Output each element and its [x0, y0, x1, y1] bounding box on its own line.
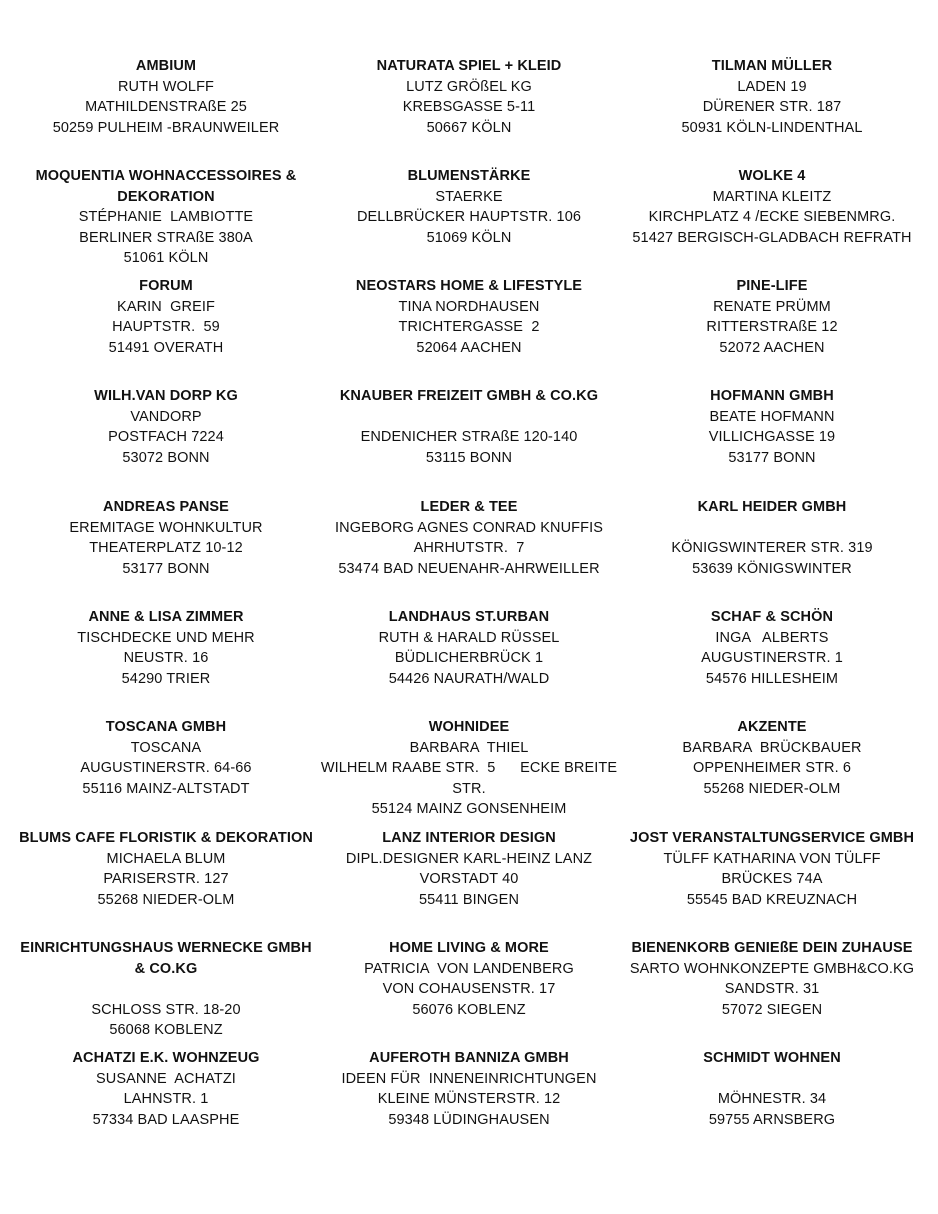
address-line: KREBSGASSE 5-11 — [402, 99, 536, 116]
address-line: HAUPTSTR. 59 — [112, 319, 220, 336]
address-entry — [16, 497, 316, 579]
business-name: FORUM — [139, 278, 193, 294]
address-entry — [16, 386, 316, 468]
business-name: KNAUBER FREIZEIT GMBH & CO.KG — [339, 388, 599, 404]
address-line: AUGUSTINERSTR. 1 — [701, 650, 843, 667]
address-entry — [622, 56, 922, 138]
address-entry — [319, 717, 622, 820]
address-line: TISCHDECKE UND MEHR — [77, 629, 255, 646]
address-line: 53177 BONN — [728, 449, 816, 466]
address-line — [16, 979, 316, 1000]
address-line: 54426 NAURATH/WALD — [388, 670, 550, 687]
address-line: 59348 LÜDINGHAUSEN — [388, 1111, 550, 1128]
business-name: ACHATZI E.K. WOHNZEUG — [72, 1050, 260, 1066]
address-line: 50259 PULHEIM -BRAUNWEILER — [52, 119, 280, 136]
address-line: INGA ALBERTS — [715, 629, 829, 646]
address-line: SCHLOSS STR. 18-20 — [91, 1001, 241, 1018]
address-line — [622, 1069, 922, 1090]
address-line: 56076 KOBLENZ — [412, 1001, 526, 1018]
address-line: BARBARA BRÜCKBAUER — [682, 739, 862, 756]
address-line: 52072 AACHEN — [719, 339, 825, 356]
address-line: RUTH WOLFF — [117, 78, 215, 95]
address-line: 54576 HILLESHEIM — [705, 670, 839, 687]
address-line: BEATE HOFMANN — [709, 408, 835, 425]
address-line: SARTO WOHNKONZEPTE GMBH&CO.KG — [629, 960, 915, 977]
address-line: AUGUSTINERSTR. 64-66 — [80, 760, 252, 777]
address-line: PATRICIA VON LANDENBERG — [364, 960, 574, 977]
address-line: 52064 AACHEN — [416, 339, 522, 356]
business-name: LEDER & TEE — [420, 499, 518, 515]
address-line: 55268 NIEDER-OLM — [97, 891, 235, 908]
address-line: MÖHNESTR. 34 — [717, 1091, 827, 1108]
address-line: 53115 BONN — [425, 449, 513, 466]
address-entry — [319, 276, 619, 358]
address-line: 53072 BONN — [122, 449, 210, 466]
address-line: 51061 KÖLN — [123, 250, 209, 267]
address-line: POSTFACH 7224 — [108, 429, 224, 446]
business-name: BLUMENSTÄRKE — [407, 168, 531, 184]
address-entry — [319, 56, 619, 138]
address-line: 51427 BERGISCH-GLADBACH REFRATH — [632, 229, 912, 246]
address-line: DÜRENER STR. 187 — [702, 99, 842, 116]
address-line: ENDENICHER STRAßE 120-140 — [360, 429, 578, 446]
address-line: TINA NORDHAUSEN — [398, 298, 540, 315]
address-line: NEUSTR. 16 — [123, 650, 209, 667]
address-line: RITTERSTRAßE 12 — [706, 319, 838, 336]
address-line: 54290 TRIER — [121, 670, 211, 687]
address-line: RENATE PRÜMM — [713, 298, 831, 315]
address-line: DIPL.DESIGNER KARL-HEINZ LANZ — [345, 850, 593, 867]
address-line: EREMITAGE WOHNKULTUR — [69, 519, 263, 536]
address-entry — [319, 497, 619, 579]
address-line: KÖNIGSWINTERER STR. 319 — [671, 540, 873, 557]
business-name: ANNE & LISA ZIMMER — [88, 609, 244, 625]
address-line: SANDSTR. 31 — [724, 981, 820, 998]
address-entry — [16, 938, 316, 1041]
address-line: 53474 BAD NEUENAHR-AHRWEILLER — [338, 560, 600, 577]
address-line: TOSCANA — [130, 739, 202, 756]
address-line: 55116 MAINZ-ALTSTADT — [82, 780, 250, 797]
business-name: EINRICHTUNGSHAUS WERNECKE GMBH & CO.KG — [20, 940, 312, 977]
business-name: LANDHAUS ST.URBAN — [388, 609, 550, 625]
address-line: INGEBORG AGNES CONRAD KNUFFIS — [335, 519, 603, 536]
business-name: WOHNIDEE — [428, 719, 510, 735]
address-line: 55545 BAD KREUZNACH — [686, 891, 858, 908]
business-name: NEOSTARS HOME & LIFESTYLE — [355, 278, 583, 294]
business-name: ANDREAS PANSE — [103, 499, 229, 515]
address-line: 53639 KÖNIGSWINTER — [692, 560, 852, 577]
address-entry — [622, 828, 922, 910]
address-line: VON COHAUSENSTR. 17 — [382, 981, 556, 998]
address-line: LADEN 19 — [737, 78, 807, 95]
address-line: VORSTADT 40 — [419, 871, 519, 888]
business-name: TOSCANA GMBH — [105, 719, 227, 735]
address-line: MATHILDENSTRAßE 25 — [85, 99, 247, 116]
address-entry — [16, 166, 316, 269]
address-line: SUSANNE ACHATZI — [96, 1070, 236, 1087]
address-entry — [319, 1048, 619, 1130]
business-name: AUFEROTH BANNIZA GMBH — [369, 1050, 569, 1066]
address-line: STAERKE — [435, 188, 503, 205]
address-line: KIRCHPLATZ 4 /ECKE SIEBENMRG. — [648, 209, 896, 226]
address-line: VILLICHGASSE 19 — [708, 429, 836, 446]
address-line: THEATERPLATZ 10-12 — [89, 540, 243, 557]
address-line: TÜLFF KATHARINA VON TÜLFF — [663, 850, 881, 867]
business-name: PINE-LIFE — [736, 278, 808, 294]
address-entry — [622, 607, 922, 689]
address-line: KLEINE MÜNSTERSTR. 12 — [377, 1091, 561, 1108]
address-line: PARISERSTR. 127 — [103, 871, 229, 888]
address-line — [622, 518, 922, 539]
address-entry — [16, 717, 316, 799]
address-line: RUTH & HARALD RÜSSEL — [378, 629, 560, 646]
address-entry — [319, 386, 619, 468]
business-name: SCHMIDT WOHNEN — [703, 1050, 841, 1066]
business-name: LANZ INTERIOR DESIGN — [382, 830, 556, 846]
address-line: VANDORP — [130, 408, 202, 425]
address-entry — [319, 828, 619, 910]
address-entry — [16, 56, 316, 138]
address-line: LAHNSTR. 1 — [123, 1091, 209, 1108]
address-entry — [319, 166, 619, 248]
business-name: NATURATA SPIEL + KLEID — [376, 58, 562, 74]
address-entry — [622, 497, 922, 579]
address-line: KARIN GREIF — [117, 298, 215, 315]
business-name: WOLKE 4 — [738, 168, 806, 184]
address-line: STÉPHANIE LAMBIOTTE — [78, 209, 254, 226]
address-line: 51491 OVERATH — [108, 339, 224, 356]
address-line: IDEEN FÜR INNENEINRICHTUNGEN — [341, 1070, 597, 1087]
address-line: MICHAELA BLUM — [106, 850, 226, 867]
business-name: HOME LIVING & MORE — [389, 940, 549, 956]
address-line: 55268 NIEDER-OLM — [703, 780, 841, 797]
address-line: 57072 SIEGEN — [721, 1001, 823, 1018]
address-entry — [319, 607, 619, 689]
business-name: MOQUENTIA WOHNACCESSOIRES & DEKORATION — [35, 168, 297, 205]
address-line: 55411 BINGEN — [418, 891, 520, 908]
address-line: WILHELM RAABE STR. 5 ECKE BREITE STR. — [320, 760, 622, 797]
business-name: SCHAF & SCHÖN — [710, 609, 834, 625]
address-entry — [622, 276, 922, 358]
business-name: KARL HEIDER GMBH — [697, 499, 847, 515]
address-line: BÜDLICHERBRÜCK 1 — [394, 650, 544, 667]
address-line: AHRHUTSTR. 7 — [413, 540, 525, 557]
address-entry — [16, 607, 316, 689]
address-line: DELLBRÜCKER HAUPTSTR. 106 — [356, 209, 582, 226]
address-line: 51069 KÖLN — [426, 229, 512, 246]
address-line: 56068 KOBLENZ — [109, 1022, 223, 1039]
address-line: BARBARA THIEL — [409, 739, 529, 756]
business-name: BLUMS CAFE FLORISTIK & DEKORATION — [19, 830, 313, 846]
address-entry — [622, 166, 922, 248]
address-line: 59755 ARNSBERG — [708, 1111, 836, 1128]
business-name: WILH.VAN DORP KG — [94, 388, 238, 404]
address-line: BERLINER STRAßE 380A — [79, 229, 253, 246]
address-entry — [16, 828, 316, 910]
address-line: 57334 BAD LAASPHE — [92, 1111, 240, 1128]
address-entry — [319, 938, 619, 1020]
address-entry — [622, 938, 922, 1020]
address-entry — [16, 1048, 316, 1130]
address-entry — [622, 717, 922, 799]
address-line: LUTZ GRÖßEL KG — [406, 78, 532, 95]
address-line: BRÜCKES 74A — [721, 871, 823, 888]
address-line: TRICHTERGASSE 2 — [398, 319, 540, 336]
address-line: OPPENHEIMER STR. 6 — [692, 760, 852, 777]
business-name: AMBIUM — [135, 58, 197, 74]
business-name: HOFMANN GMBH — [710, 388, 834, 404]
business-name: JOST VERANSTALTUNGSERVICE GMBH — [629, 830, 915, 846]
address-line: MARTINA KLEITZ — [712, 188, 832, 205]
business-name: TILMAN MÜLLER — [711, 58, 833, 74]
address-entry — [622, 386, 922, 468]
business-name: AKZENTE — [737, 719, 807, 735]
address-line: 50931 KÖLN-LINDENTHAL — [681, 119, 863, 136]
address-entry — [622, 1048, 922, 1130]
address-line: 53177 BONN — [122, 560, 210, 577]
address-line: 55124 MAINZ GONSENHEIM — [371, 801, 567, 818]
address-line — [319, 407, 619, 428]
address-entry — [16, 276, 316, 358]
business-name: BIENENKORB GENIEßE DEIN ZUHAUSE — [631, 940, 913, 956]
address-line: 50667 KÖLN — [426, 119, 512, 136]
